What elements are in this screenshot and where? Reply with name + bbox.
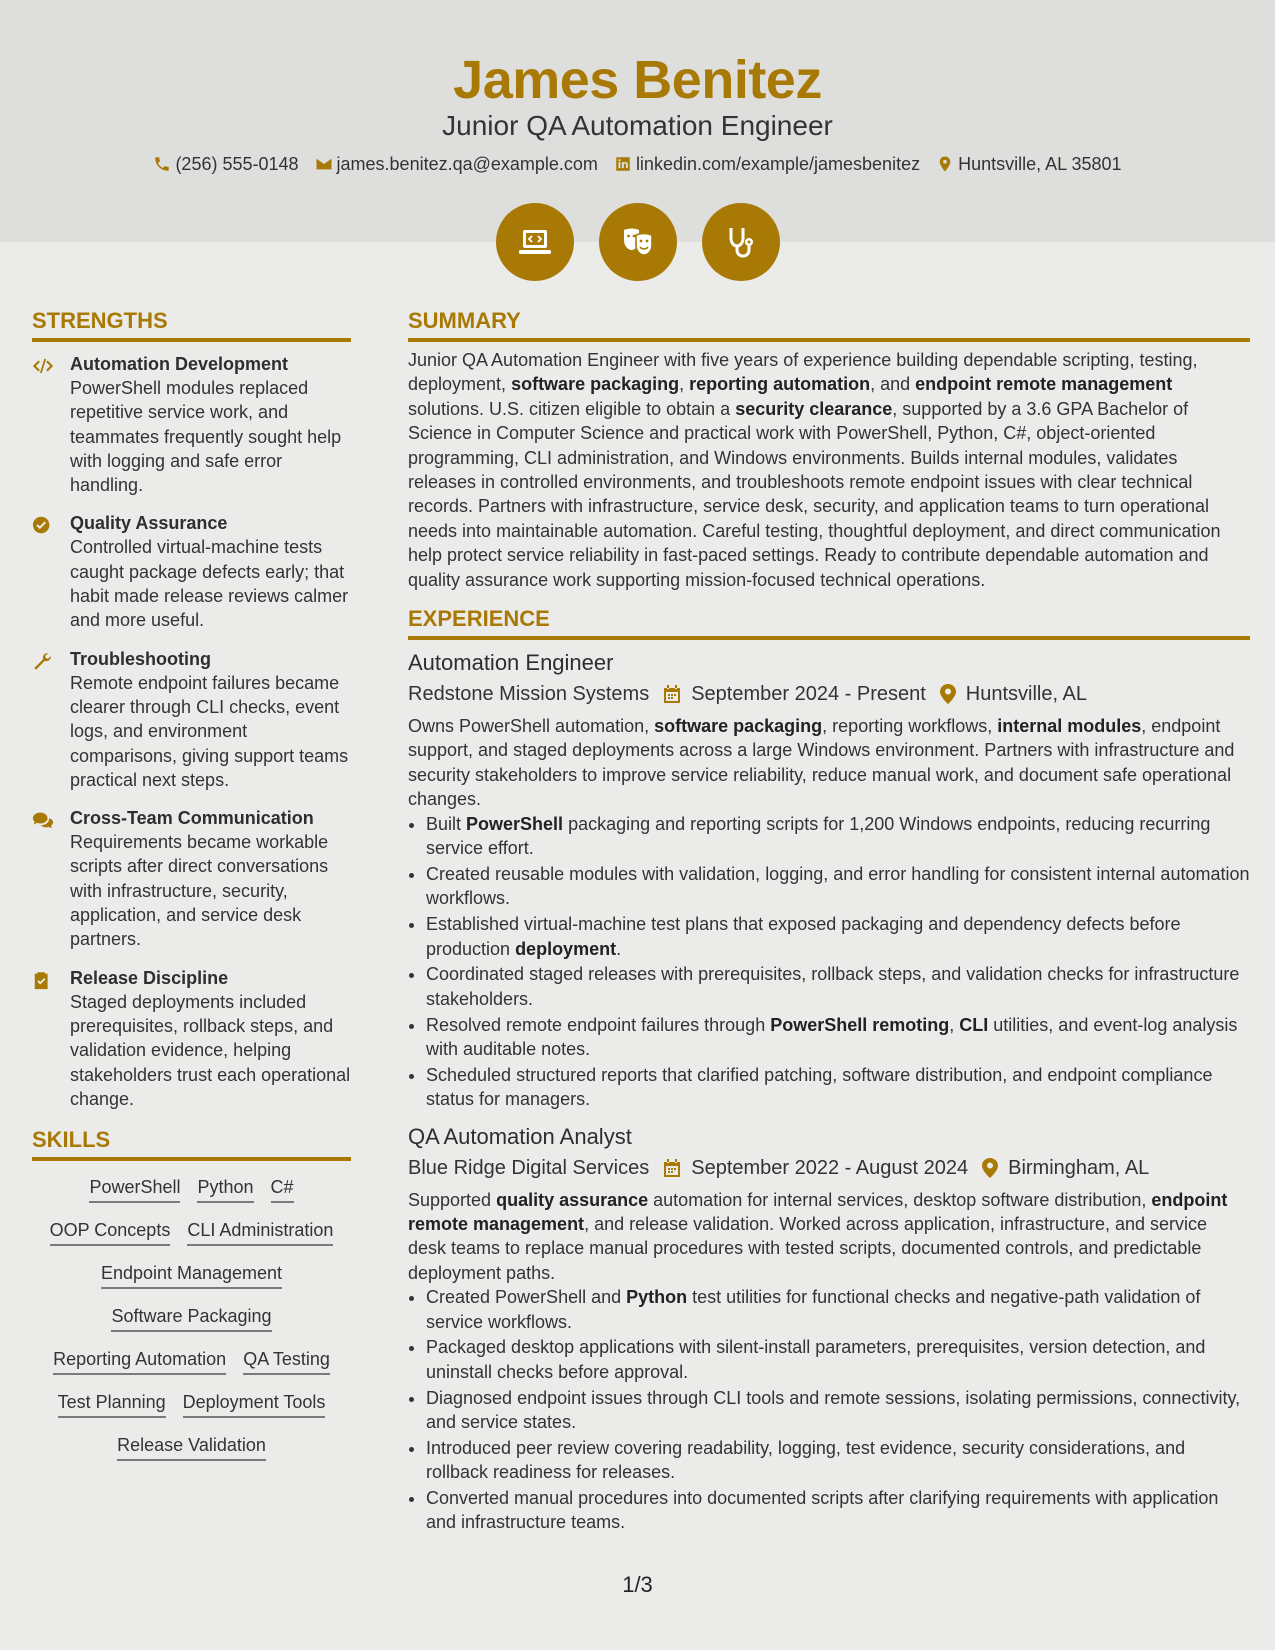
strength-text: Remote endpoint failures became clearer through CLI checks, event logs, and environment comparisons, giving support teams practical next steps. [70, 672, 349, 790]
job-dates: September 2024 - Present [691, 683, 926, 706]
bullet-item: • Converted manual procedures into documented scripts after clarifying requirements with application and infrastructure teams. [426, 1486, 1250, 1535]
bullet-item: • Scheduled structured reports that clarified patching, software distribution, and endpoint compliance status for managers. [426, 1063, 1250, 1112]
strength-text: PowerShell modules replaced repetitive service work, and teammates frequently sought help with logging and safe error handling. [70, 378, 342, 496]
envelope-icon [315, 155, 333, 173]
strength-title: Quality Assurance [70, 513, 228, 534]
skill-row [32, 1431, 351, 1461]
job-description: Supported quality assurance automation for internal services, desktop software distribution, endpoint remote management, and release validation. Worked across application, infrastructure, and service desk teams to replace manual procedures with tested scripts, documented controls, and predictable deployment paths. [408, 1189, 1228, 1283]
skill-row [32, 1388, 351, 1418]
right-column [408, 306, 1250, 1547]
strengths-heading: STRENGTHS [32, 306, 351, 342]
contact-linkedin[interactable] [614, 150, 920, 178]
skill-tag: Endpoint Management [101, 1259, 282, 1289]
bullet-item: • Coordinated staged releases with prerequisites, rollback steps, and validation checks for infrastructure stakeholders. [426, 962, 1250, 1011]
skill-row [32, 1216, 351, 1246]
laptop-code-icon [496, 203, 574, 281]
bullet-item: • Resolved remote endpoint failures through PowerShell remoting, CLI utilities, and event-log analysis with auditable notes. [426, 1013, 1250, 1062]
skills-list [32, 1171, 351, 1461]
linkedin-text: linkedin.com/example/jamesbenitez [635, 154, 921, 174]
skill-tag: OOP Concepts [50, 1216, 171, 1246]
bullet-item: • Built PowerShell packaging and reporting scripts for 1,200 Windows endpoints, reducing recurring service effort. [426, 812, 1250, 861]
job-title: QA Automation Analyst [408, 1123, 632, 1149]
contact-bar [0, 150, 1275, 178]
strength-title: Cross-Team Communication [70, 808, 314, 829]
skill-row [32, 1173, 351, 1203]
map-pin-icon [940, 684, 956, 704]
experience-section [408, 604, 1250, 1535]
job-bullets [408, 812, 1250, 1112]
skill-tag: Software Packaging [111, 1302, 271, 1332]
skills-section [32, 1125, 351, 1461]
strength-text: Controlled virtual-machine tests caught package defects early; that habit made release reviews calmer and more useful. [70, 537, 349, 631]
calendar-icon [663, 684, 681, 704]
strength-item [32, 966, 351, 1111]
skill-tag: QA Testing [243, 1345, 330, 1375]
skill-tag: Release Validation [117, 1431, 266, 1461]
skill-tag: CLI Administration [187, 1216, 333, 1246]
skill-tag: Test Planning [58, 1388, 166, 1418]
skill-row [32, 1259, 351, 1289]
bullet-item: • Established virtual-machine test plans that exposed packaging and dependency defects before production deployment. [426, 912, 1250, 961]
linkedin-icon [614, 155, 632, 173]
map-pin-icon [982, 1158, 998, 1178]
stethoscope-icon [702, 203, 780, 281]
skill-row [32, 1302, 351, 1332]
wrench-icon [32, 651, 54, 671]
clipboard-check-icon [32, 970, 54, 990]
left-column [32, 306, 351, 1474]
job-dates: September 2022 - August 2024 [691, 1156, 969, 1179]
skill-tag: Deployment Tools [183, 1388, 326, 1418]
check-circle-icon [32, 515, 54, 535]
job-meta [408, 1152, 1250, 1184]
bullet-item: • Diagnosed endpoint issues through CLI tools and remote sessions, isolating permissions, connectivity, and service states. [426, 1386, 1250, 1435]
contact-location [936, 150, 1121, 178]
contact-phone [153, 150, 298, 178]
bullet-item: • Created reusable modules with validation, logging, and error handling for consistent internal automation workflows. [426, 862, 1250, 911]
strength-title: Release Discipline [70, 967, 229, 988]
skill-tag: C# [271, 1173, 294, 1203]
job-entry [408, 1122, 1250, 1535]
job-description: Owns PowerShell automation, software packaging, reporting workflows, internal modules, endpoint support, and staged deployments across a large Windows environment. Partners with infrastructure and security stakeholders to improve service reliability, reduce manual work, and document safe operational changes. [408, 716, 1235, 810]
candidate-name: James Benitez [453, 50, 822, 110]
skill-tag: PowerShell [89, 1173, 180, 1203]
job-bullets [408, 1285, 1250, 1535]
contact-email[interactable] [315, 150, 598, 178]
map-pin-icon [936, 155, 954, 173]
interest-icons [0, 203, 1275, 281]
job-company: Redstone Mission Systems [408, 683, 650, 706]
phone-icon [153, 155, 171, 173]
strength-item [32, 352, 351, 497]
strength-title: Automation Development [70, 354, 289, 374]
strength-item [32, 511, 351, 632]
bullet-item: • Introduced peer review covering readability, logging, test evidence, security considerations, and rollback readiness for releases. [426, 1436, 1250, 1485]
calendar-icon [663, 1158, 681, 1178]
skill-tag: Reporting Automation [53, 1345, 226, 1375]
job-location: Birmingham, AL [1008, 1156, 1150, 1179]
summary-heading: SUMMARY [408, 306, 1250, 342]
code-icon [32, 356, 54, 376]
experience-heading: EXPERIENCE [408, 604, 1250, 640]
skills-heading: SKILLS [32, 1125, 351, 1161]
job-entry [408, 648, 1250, 1111]
job-meta [408, 678, 1250, 710]
job-company: Blue Ridge Digital Services [408, 1156, 650, 1179]
candidate-role: Junior QA Automation Engineer [442, 110, 833, 141]
strength-text: Requirements became workable scripts after direct conversations with infrastructure, security, application, and service desk partners. [70, 832, 329, 950]
page-number: 1/3 [622, 1572, 653, 1597]
skill-tag: Python [197, 1173, 253, 1203]
bullet-item: • Packaged desktop applications with silent-install parameters, prerequisites, version detection, and uninstall checks before approval. [426, 1335, 1250, 1384]
location-text: Huntsville, AL 35801 [958, 154, 1122, 174]
strength-text: Staged deployments included prerequisites, rollback steps, and validation evidence, helping stakeholders trust each operational change. [70, 991, 351, 1109]
skill-row [32, 1345, 351, 1375]
job-title: Automation Engineer [408, 650, 614, 676]
phone-text: (256) 555-0148 [175, 154, 299, 174]
job-location: Huntsville, AL [965, 683, 1087, 706]
strength-item [32, 806, 351, 951]
bullet-item: • Created PowerShell and Python test utilities for functional checks and negative-path validation of service workflows. [426, 1285, 1250, 1334]
strength-item [32, 647, 351, 792]
email-text: james.benitez.qa@example.com [336, 154, 598, 174]
theater-masks-icon [599, 203, 677, 281]
summary-text: Junior QA Automation Engineer with five years of experience building dependable scripting, testing, deployment, software packaging, reporting automation, and endpoint remote management solutions. U.S. citizen eligible to obtain a security clearance, supported by a 3.6 GPA Bachelor of Science in Computer Science and practical work with PowerShell, Python, C#, object-oriented programming, CLI administration, and Windows environments. Builds internal modules, validates releases in controlled environments, and troubleshoots remote endpoint issues with clear technical records. Partners with infrastructure, service desk, security, and application teams to turn operational needs into maintainable automation. Careful testing, thoughtful deployment, and direct communication help protect service reliability in fast-paced settings. Ready to contribute dependable automation and quality assurance work supporting mission-focused technical operations. [408, 350, 1221, 590]
comments-icon [32, 810, 54, 830]
strength-title: Troubleshooting [70, 648, 211, 669]
